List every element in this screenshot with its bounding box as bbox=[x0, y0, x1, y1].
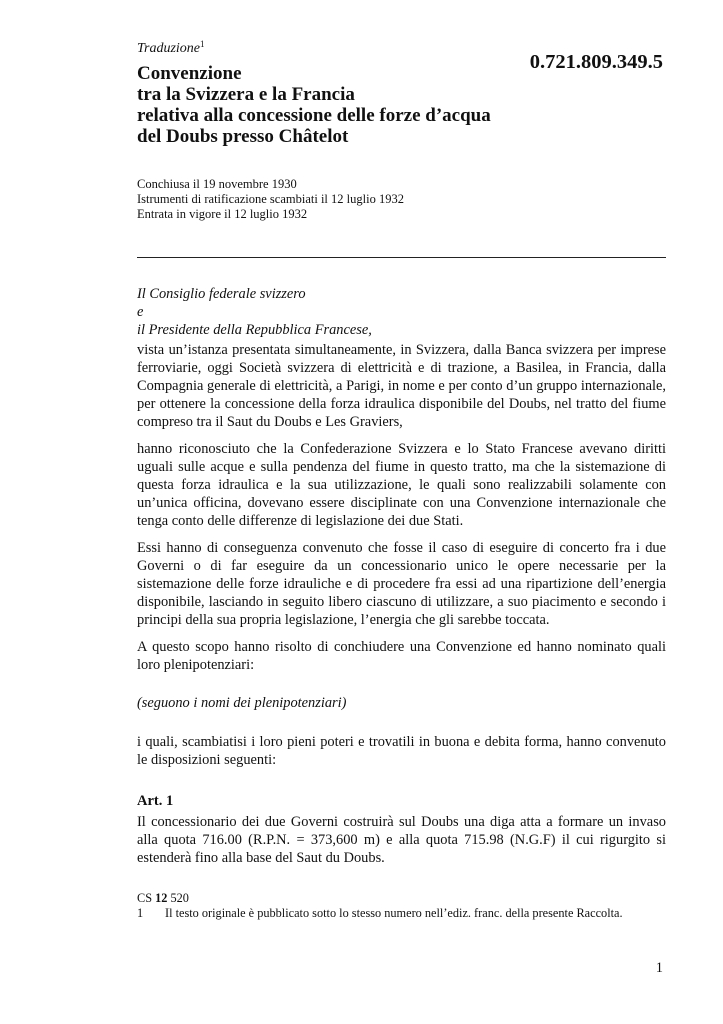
ratification-date: Istrumenti di ratificazione scambiati il 12 luglio 1932 bbox=[137, 192, 404, 206]
title-line-3: relativa alla concessione delle forze d’acqua bbox=[137, 105, 491, 126]
contracting-parties bbox=[137, 285, 666, 339]
paragraph-recognition: hanno riconosciuto che la Confederazione Svizzera e lo Stato Francese avevano diritti uguali sulle acque e sulla pendenza del fiume in questo tratto, ma che la sistemazione di questa forza idraulica e la sua utilizzazione, le quali sono realizzabili solamente con un’unica officina, dovevano essere disciplinate con una Convenzione internazionale che tenga conto delle differenze di legislazione dei due Stati. bbox=[137, 441, 666, 529]
document-title bbox=[137, 63, 557, 147]
footnote-number: 1 bbox=[137, 906, 144, 920]
cs-reference: CS 12 520 bbox=[137, 891, 189, 905]
article-heading: Art. 1 bbox=[137, 793, 174, 809]
article-1-text: Il concessionario dei due Governi costruirà sul Doubs una diga atta a formare un invaso alla quota 716.00 (R.P.N. = 373,600 m) e alla quota 715.98 (N.G.F) il cui rigurgito si estenderà fino alla base del Saut du Doubs. bbox=[137, 814, 666, 866]
treaty-dates bbox=[137, 177, 404, 222]
title-line-2: tra la Svizzera e la Francia bbox=[137, 84, 355, 105]
title-line-1: Convenzione bbox=[137, 63, 242, 84]
page-number: 1 bbox=[655, 960, 663, 976]
title-line-4: del Doubs presso Châtelot bbox=[137, 126, 349, 147]
footnote-reference[interactable]: 1 bbox=[200, 39, 205, 49]
in-force-date: Entrata in vigore il 12 luglio 1932 bbox=[137, 207, 308, 221]
concluded-date: Conchiusa il 19 novembre 1930 bbox=[137, 177, 297, 191]
translation-text: Traduzione bbox=[137, 41, 201, 56]
divider bbox=[137, 257, 666, 258]
translation-label bbox=[137, 39, 205, 57]
footnote bbox=[137, 906, 666, 921]
paragraph-agreement: Essi hanno di conseguenza convenuto che fosse il caso di eseguire di concerto fra i due Governi o di far eseguire da un concessionario unico le opere necessarie per la sistemazione delle forze idrauliche e di procedere fra essi ad una ripartizione dell’energia disponibile, lasciando in seguito libero ciascuno di utilizzare, a suo piacimento e secondo i principi della sua propria legislazione, l’energia che gli sarebbe toccata. bbox=[137, 540, 666, 628]
plenipotentiaries-note: (seguono i nomi dei plenipotenziari) bbox=[137, 695, 347, 711]
party-conjunction: e bbox=[137, 304, 144, 320]
party-switzerland: Il Consiglio federale svizzero bbox=[137, 286, 306, 302]
paragraph-provisions: i quali, scambiatisi i loro pieni poteri e trovatili in buona e debita forma, hanno convenuto le disposizioni seguenti: bbox=[137, 734, 666, 768]
page-footer bbox=[137, 891, 666, 921]
preamble bbox=[137, 341, 666, 683]
paragraph-request: vista un’istanza presentata simultaneamente, in Svizzera, dalla Banca svizzera per imprese ferroviarie, oggi Società svizzera di elettricità e di trazione, a Basilea, in Francia, dalla Compagnia generale di elettricità, a Parigi, in nome e per conto d’un gruppo internazionale, per ottenere la concessione della forza idraulica disponibile del Doubs, nel tratto del fiume compreso tra il Saut du Doubs e Les Graviers, bbox=[137, 342, 666, 430]
footnote-text: Il testo originale è pubblicato sotto lo stesso numero nell’ediz. franc. della presente Raccolta. bbox=[165, 906, 623, 920]
paragraph-purpose: A questo scopo hanno risolto di conchiudere una Convenzione ed hanno nominato quali loro plenipotenziari: bbox=[137, 639, 666, 673]
sr-number: 0.721.809.349.5 bbox=[529, 51, 663, 73]
party-france: il Presidente della Repubblica Francese, bbox=[137, 322, 372, 338]
